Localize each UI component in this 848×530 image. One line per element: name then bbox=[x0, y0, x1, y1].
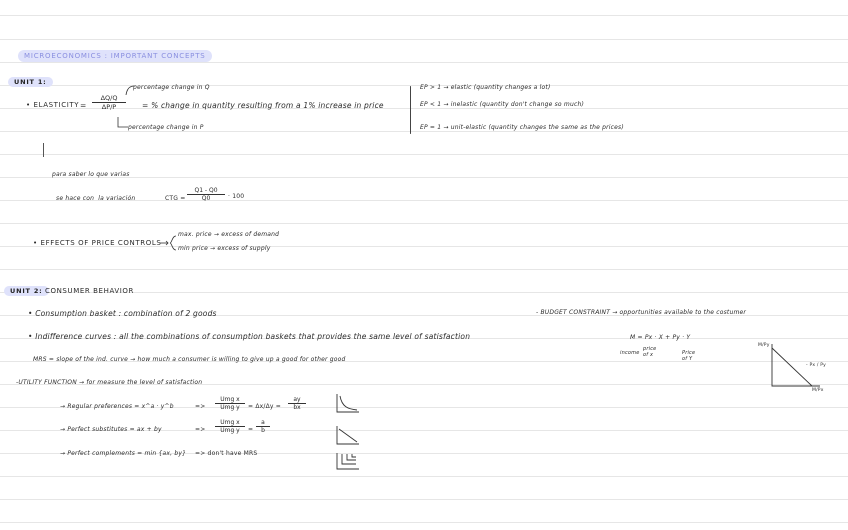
sketch-convex-curve bbox=[336, 393, 360, 413]
annotation-bottom: percentage change in P bbox=[128, 124, 204, 131]
annotation-top: percentage change in Q bbox=[133, 84, 210, 91]
case-inelastic: EP < 1 → inelastic (quantity don't change so much) bbox=[420, 101, 585, 108]
pref-regular-tail: $\frac{ay}{bx}$ bbox=[288, 396, 306, 411]
page-title: MICROECONOMICS : IMPORTANT CONCEPTS bbox=[18, 52, 212, 60]
indifference-curves: • Indifference curves : all the combinations of consumption baskets that provides the same level of satisfaction bbox=[28, 332, 471, 341]
elasticity-fraction: $\frac{\Delta Q/Q}{\Delta P/P}$ bbox=[92, 94, 126, 111]
pref-complements: → Perfect complements = min {ax, by} bbox=[60, 450, 187, 457]
variation-prefix: se hace con la variación bbox=[56, 195, 136, 202]
pref-regular-mid: = Δx/Δy = bbox=[248, 403, 282, 410]
unit2-heading: CONSUMER BEHAVIOR bbox=[45, 287, 135, 295]
pref-substitutes-tail: $\frac{a}{b}$ bbox=[256, 419, 270, 434]
elasticity-equals: = bbox=[80, 101, 87, 110]
case-unit-elastic: EP = 1 → unit-elastic (quantity changes the same as the prices) bbox=[420, 124, 624, 131]
pref-substitutes: → Perfect substitutes = ax + by bbox=[60, 426, 162, 433]
price-controls-label: • EFFECTS OF PRICE CONTROLS bbox=[33, 239, 162, 247]
budget-slope-label: - Px / Py bbox=[806, 363, 826, 368]
budget-equation: M = Px · X + Py · Y bbox=[630, 334, 691, 341]
pref-substitutes-mid: = bbox=[248, 426, 254, 433]
utility-function: -UTILITY FUNCTION → for measure the level of satisfaction bbox=[16, 379, 203, 386]
text-cursor bbox=[43, 143, 44, 157]
case-elastic: EP > 1 → elastic (quantity changes a lot) bbox=[420, 84, 551, 91]
budget-constraint: - BUDGET CONSTRAINT → opportunities available to the costumer bbox=[536, 309, 747, 316]
budget-note-price-x: price of x bbox=[643, 346, 657, 358]
control-min-price: min price → excess of supply bbox=[178, 245, 271, 252]
variation-fraction: $\frac{Q1 - Q0}{Q0}$ bbox=[187, 187, 225, 202]
variation-tail: · 100 bbox=[228, 193, 245, 200]
pref-complements-arrow: => don't have MRS bbox=[195, 450, 258, 457]
budget-note-price-y: Price of Y bbox=[682, 350, 696, 362]
sketch-linear-curve bbox=[336, 425, 360, 445]
mrs-definition: MRS = slope of the ind. curve → how much a consumer is willing to give up a good for other good bbox=[33, 356, 346, 363]
pref-substitutes-arrow: => bbox=[195, 426, 206, 433]
unit2-label: UNIT 2: bbox=[4, 286, 49, 295]
variation-note: para saber lo que varias bbox=[52, 171, 130, 178]
pref-regular: → Regular preferences = x^a · y^b bbox=[60, 403, 174, 410]
control-max-price: max. price → excess of demand bbox=[178, 231, 280, 238]
consumption-basket: • Consumption basket : combination of 2 goods bbox=[28, 309, 217, 318]
elasticity-definition: = % change in quantity resulting from a 1% increase in price bbox=[142, 101, 384, 110]
pref-substitutes-frac: Umg x Umg y bbox=[215, 419, 245, 434]
budget-y-axis-label: M/Py bbox=[758, 343, 770, 348]
budget-note-income: income bbox=[620, 350, 640, 356]
cases-brace bbox=[410, 86, 411, 134]
elasticity-label: • ELASTICITY bbox=[26, 101, 80, 109]
pref-regular-arrow: => bbox=[195, 403, 206, 410]
variation-formula-label: CTG = bbox=[165, 195, 186, 202]
pref-regular-frac: Umg x Umg y bbox=[215, 396, 245, 411]
sketch-l-shaped-curves bbox=[336, 452, 360, 470]
unit1-label: UNIT 1: bbox=[8, 77, 53, 86]
budget-x-axis-label: M/Px bbox=[812, 388, 824, 393]
